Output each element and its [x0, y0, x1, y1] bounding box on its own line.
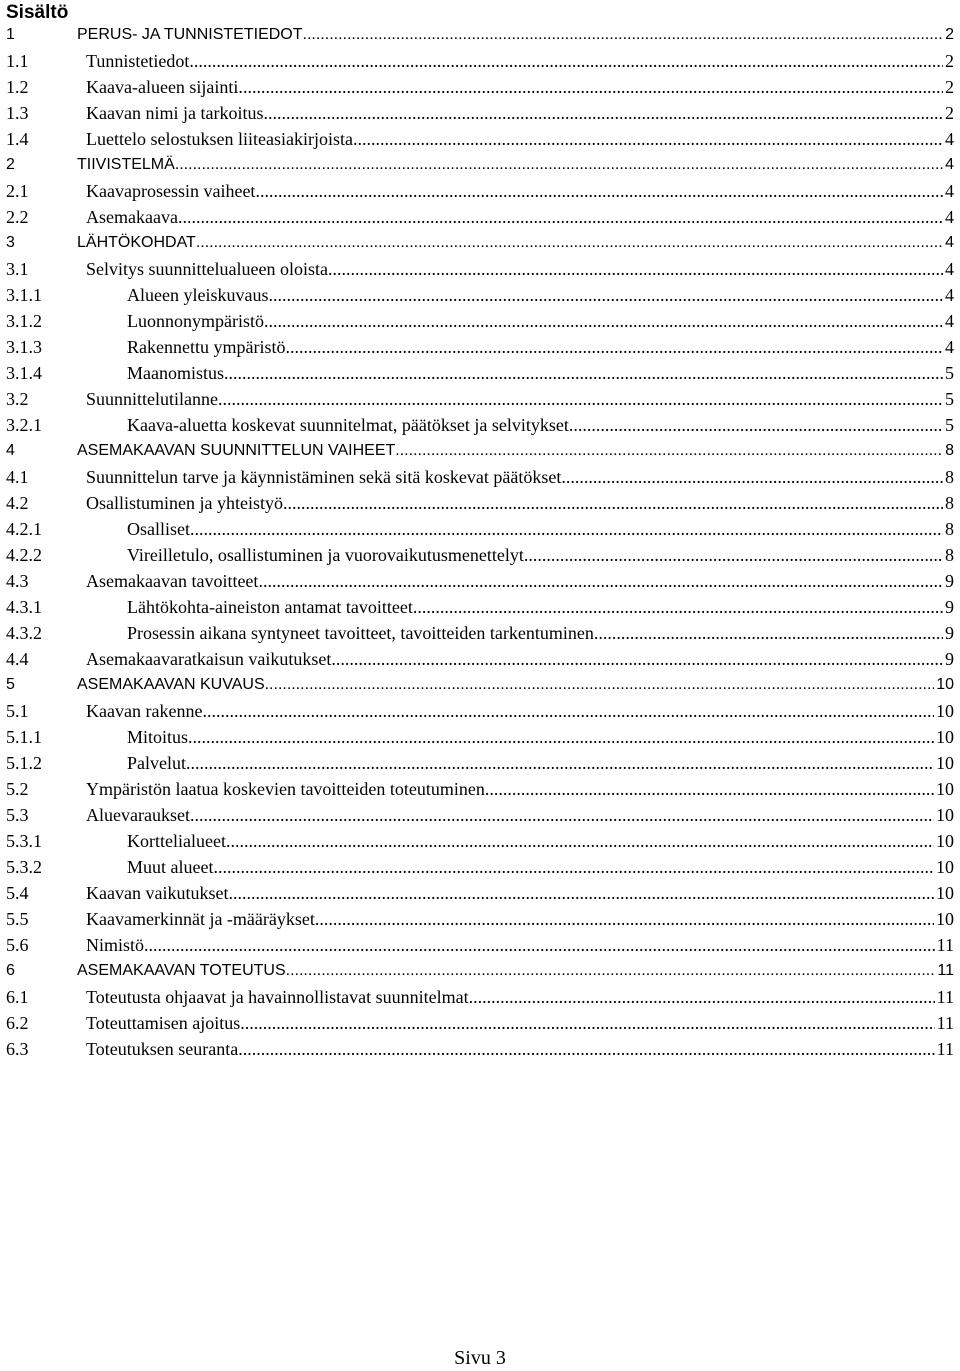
toc-entry[interactable]: [0, 22, 960, 48]
toc-entry-page: 10: [936, 676, 954, 693]
toc-entry-number: 4: [6, 442, 15, 459]
toc-entry-line: [127, 516, 954, 542]
dot-leader: [286, 958, 936, 984]
toc-entry-number: 3.1.3: [6, 337, 42, 357]
toc-entry[interactable]: [0, 568, 960, 594]
toc-entry-title: Aluevaraukset: [86, 805, 190, 825]
toc-entry-line: [127, 282, 954, 308]
toc-entry-page: 2: [945, 51, 954, 71]
toc-entry-title: Luettelo selostuksen liiteasiakirjoista: [86, 129, 353, 149]
dot-leader: [265, 672, 935, 698]
toc-entry-page: 10: [936, 831, 954, 851]
toc-entry-line: [77, 230, 954, 256]
dot-leader: [263, 100, 943, 126]
dot-leader: [285, 334, 943, 360]
toc-entry-page: 5: [945, 389, 954, 409]
dot-leader: [224, 360, 943, 386]
toc-entry-number: 2.2: [6, 207, 29, 227]
toc-entry[interactable]: [0, 620, 960, 646]
toc-entry-page: 10: [936, 753, 954, 773]
toc-entry-title: Kaava-aluetta koskevat suunnitelmat, päätökset ja selvitykset: [127, 415, 569, 435]
toc-entry-line: [86, 802, 954, 828]
toc-entry-number: 5.5: [6, 909, 29, 929]
toc-entry-line: [77, 438, 954, 464]
toc-entry-title: Kaava-alueen sijainti.: [86, 77, 243, 97]
toc-entry-number: 3.1.1: [6, 285, 42, 305]
toc-entry-number: 4.3.1: [6, 597, 42, 617]
toc-entry-number: 4.3: [6, 571, 29, 591]
dot-leader: [228, 880, 934, 906]
toc-entry-page: 9: [945, 623, 954, 643]
toc-entry-number: 2: [6, 156, 15, 173]
toc-entry-page: 10: [936, 909, 954, 929]
toc-entry[interactable]: [0, 282, 960, 308]
toc-entry-line: [86, 1036, 954, 1062]
toc-entry-title: Mitoitus: [127, 727, 189, 747]
toc-entry[interactable]: [0, 438, 960, 464]
toc-entry[interactable]: [0, 152, 960, 178]
dot-leader: [186, 750, 934, 776]
toc-entry-number: 5.1: [6, 701, 29, 721]
toc-entry-number: 5.3.1: [6, 831, 42, 851]
toc-entry-number: 3.1.4: [6, 363, 42, 383]
toc-entry-number: 1.1: [6, 51, 29, 71]
toc-entry[interactable]: [0, 48, 960, 74]
toc-entry[interactable]: [0, 256, 960, 282]
toc-entry-line: [127, 594, 954, 620]
toc-entry-page: 4: [945, 156, 954, 173]
toc-entry-line: [86, 698, 954, 724]
toc-entry-line: [86, 776, 954, 802]
dot-leader: [190, 516, 943, 542]
toc-entry-number: 2.1: [6, 181, 29, 201]
toc-entry-page: 4: [945, 285, 954, 305]
toc-entry[interactable]: [0, 308, 960, 334]
toc-entry-number: 5.3.2: [6, 857, 42, 877]
dot-leader: [178, 204, 943, 230]
toc-entry[interactable]: [0, 880, 960, 906]
dot-leader: [255, 178, 943, 204]
toc-entry-line: [77, 22, 954, 48]
toc-entry[interactable]: [0, 906, 960, 932]
toc-entry-line: [86, 178, 954, 204]
toc-entry-number: 3: [6, 234, 15, 251]
toc-entry-page: 11: [936, 935, 954, 955]
dot-leader: [268, 282, 943, 308]
toc-entry-title: ASEMAKAAVAN KUVAUS: [77, 676, 265, 693]
toc-entry-number: 5.6: [6, 935, 29, 955]
toc-entry-title: Luonnonympäristö: [127, 311, 264, 331]
dot-leader: [175, 152, 943, 178]
toc-entry-line: [86, 880, 954, 906]
toc-entry-title: Asemakaavan tavoitteet: [86, 571, 259, 591]
toc-entry-title: Kaavamerkinnät ja -määräykset: [86, 909, 315, 929]
toc-entry-title: Toteutuksen seuranta: [86, 1039, 239, 1059]
toc-entry-line: [77, 958, 954, 984]
toc-entry-page: 2: [945, 26, 954, 43]
toc-entry-title: Tunnistetiedot: [86, 51, 190, 71]
toc-entry-number: 3.1.2: [6, 311, 42, 331]
toc-entry-line: [86, 204, 954, 230]
toc-entry-title: Rakennettu ympäristö: [127, 337, 286, 357]
toc-entry-line: [127, 854, 954, 880]
toc-entry-page: 4: [945, 129, 954, 149]
toc-entry[interactable]: [0, 412, 960, 438]
toc-entry-number: 3.2: [6, 389, 29, 409]
toc-entry[interactable]: [0, 724, 960, 750]
toc-entry-page: 4: [945, 207, 954, 227]
toc-entry-page: 9: [945, 649, 954, 669]
toc-entry-number: 1.2: [6, 77, 29, 97]
toc-entry-line: [127, 334, 954, 360]
toc-entry-line: [86, 48, 954, 74]
toc-entry[interactable]: [0, 386, 960, 412]
toc-entry-number: 5: [6, 676, 15, 693]
toc-entry-title: ASEMAKAAVAN TOTEUTUS: [77, 962, 286, 979]
toc-entry-number: 5.1.2: [6, 753, 42, 773]
dot-leader: [218, 386, 943, 412]
toc-entry-number: 4.3.2: [6, 623, 42, 643]
toc-entry-title: Ympäristön laatua koskevien tavoitteiden toteutuminen: [86, 779, 485, 799]
toc-entry[interactable]: [0, 516, 960, 542]
toc-entry-page: 2: [945, 77, 954, 97]
toc-entry-number: 4.2.1: [6, 519, 42, 539]
toc-entry-title: Asemakaavaratkaisun vaikutukset: [86, 649, 332, 669]
toc-entry-line: [86, 100, 954, 126]
toc-entry-title: Nimistö: [86, 935, 145, 955]
dot-leader: [188, 724, 934, 750]
toc-entry-number: 4.2: [6, 493, 29, 513]
toc-entry-line: [127, 828, 954, 854]
toc-entry-number: 1.4: [6, 129, 29, 149]
dot-leader: [413, 594, 943, 620]
toc-entry-page: 10: [936, 779, 954, 799]
toc-entry-line: [127, 542, 954, 568]
dot-leader: [258, 568, 943, 594]
toc-entry-page: 10: [936, 701, 954, 721]
dot-leader: [331, 646, 943, 672]
dot-leader: [395, 438, 943, 464]
toc-entry[interactable]: [0, 932, 960, 958]
toc-entry-title: Muut alueet: [127, 857, 214, 877]
toc-entry-page: 10: [936, 883, 954, 903]
dot-leader: [240, 1010, 934, 1036]
dot-leader: [144, 932, 935, 958]
toc-entry-title: PERUS- JA TUNNISTETIEDOT: [77, 26, 303, 43]
toc-entry-line: [77, 152, 954, 178]
toc-entry-page: 4: [945, 337, 954, 357]
toc-entry-line: [127, 750, 954, 776]
toc-entry[interactable]: [0, 100, 960, 126]
toc-entry-page: 10: [936, 857, 954, 877]
toc-entry-title: Asemakaava: [86, 207, 178, 227]
toc-entry[interactable]: [0, 750, 960, 776]
toc-entry-number: 3.1: [6, 259, 29, 279]
toc-entry-page: 9: [945, 597, 954, 617]
toc-entry-line: [86, 906, 954, 932]
toc-entry[interactable]: [0, 984, 960, 1010]
toc-heading: Sisältö: [6, 2, 69, 23]
dot-leader: [243, 74, 943, 100]
toc-entry-title: Prosessin aikana syntyneet tavoitteet, tavoitteiden tarkentuminen: [127, 623, 594, 643]
dot-leader: [238, 1036, 934, 1062]
toc-entry-number: 3.2.1: [6, 415, 42, 435]
toc-entry-title: Selvitys suunnittelualueen oloista: [86, 259, 328, 279]
toc-entry[interactable]: [0, 802, 960, 828]
toc-entry-number: 4.4: [6, 649, 29, 669]
dot-leader: [524, 542, 943, 568]
toc-entry-title: Toteuttamisen ajoitus: [86, 1013, 241, 1033]
toc-entry-page: 8: [945, 519, 954, 539]
toc-entry[interactable]: [0, 126, 960, 152]
toc-entry[interactable]: [0, 542, 960, 568]
dot-leader: [485, 776, 934, 802]
toc-entry-page: 4: [945, 259, 954, 279]
dot-leader: [328, 256, 943, 282]
toc-entry-line: [86, 1010, 954, 1036]
toc-entry-line: [86, 386, 954, 412]
toc-entry-title: Suunnittelutilanne: [86, 389, 218, 409]
toc-entry-number: 6: [6, 962, 15, 979]
toc-entry-number: 1.3: [6, 103, 29, 123]
toc-entry[interactable]: [0, 776, 960, 802]
toc-entry[interactable]: [0, 698, 960, 724]
toc-entry-line: [86, 984, 954, 1010]
toc-entry-title: Osalliset: [127, 519, 190, 539]
toc-entry[interactable]: [0, 334, 960, 360]
toc-entry[interactable]: [0, 646, 960, 672]
dot-leader: [190, 802, 934, 828]
dot-leader: [569, 412, 943, 438]
toc-entry[interactable]: [0, 672, 960, 698]
toc-entry-title: Lähtökohta-aineiston antamat tavoitteet: [127, 597, 413, 617]
toc-entry-page: 5: [945, 415, 954, 435]
toc-entry[interactable]: [0, 594, 960, 620]
dot-leader: [283, 490, 943, 516]
dot-leader: [264, 308, 943, 334]
toc-entry-number: 5.4: [6, 883, 29, 903]
dot-leader: [561, 464, 943, 490]
toc-entry-page: 8: [945, 545, 954, 565]
dot-leader: [353, 126, 943, 152]
toc-entry-title: TIIVISTELMÄ: [77, 156, 175, 173]
toc-entry-title: Suunnittelun tarve ja käynnistäminen sekä sitä koskevat päätökset: [86, 467, 562, 487]
toc-entry-title: Kaavan rakenne: [86, 701, 203, 721]
toc-entry-page: 11: [936, 987, 954, 1007]
toc-entry-title: Osallistuminen ja yhteistyö: [86, 493, 283, 513]
toc-entry[interactable]: [0, 854, 960, 880]
dot-leader: [594, 620, 943, 646]
toc-entry[interactable]: [0, 1010, 960, 1036]
toc-entry-number: 4.1: [6, 467, 29, 487]
dot-leader: [189, 48, 943, 74]
toc-entry-page: 11: [936, 1039, 954, 1059]
toc-entry-line: [86, 464, 954, 490]
toc-entry-number: 1: [6, 26, 15, 43]
toc-entry[interactable]: [0, 1036, 960, 1062]
toc-entry[interactable]: [0, 178, 960, 204]
toc-entry-page: 5: [945, 363, 954, 383]
toc-entry-page: 4: [945, 311, 954, 331]
toc-entry-number: 5.3: [6, 805, 29, 825]
toc-entry-title: Maanomistus: [127, 363, 224, 383]
toc-entry-line: [86, 568, 954, 594]
table-of-contents: [0, 22, 960, 1062]
dot-leader: [315, 906, 934, 932]
toc-entry-number: 6.1: [6, 987, 29, 1007]
toc-entry-line: [86, 126, 954, 152]
toc-entry-number: 6.2: [6, 1013, 29, 1033]
toc-entry-line: [86, 256, 954, 282]
dot-leader: [213, 854, 934, 880]
toc-entry[interactable]: [0, 204, 960, 230]
toc-entry-line: [77, 672, 954, 698]
toc-entry-title: Kaavaprosessin vaiheet: [86, 181, 256, 201]
toc-entry[interactable]: [0, 74, 960, 100]
toc-entry-line: [127, 308, 954, 334]
toc-entry-title: Kaavan nimi ja tarkoitus: [86, 103, 264, 123]
toc-entry-title: ASEMAKAAVAN SUUNNITTELUN VAIHEET: [77, 442, 396, 459]
toc-entry-page: 11: [936, 1013, 954, 1033]
toc-entry-page: 10: [936, 805, 954, 825]
toc-entry-number: 6.3: [6, 1039, 29, 1059]
toc-entry-line: [86, 74, 954, 100]
toc-entry-title: Kaavan vaikutukset: [86, 883, 229, 903]
toc-entry-page: 11: [937, 962, 954, 979]
toc-entry[interactable]: [0, 958, 960, 984]
toc-entry-line: [86, 932, 954, 958]
toc-entry-title: Korttelialueet: [127, 831, 226, 851]
toc-entry[interactable]: [0, 464, 960, 490]
toc-entry[interactable]: [0, 360, 960, 386]
toc-entry-page: 9: [945, 571, 954, 591]
toc-entry-line: [127, 412, 954, 438]
toc-entry-title: Palvelut: [127, 753, 186, 773]
toc-entry-title: Alueen yleiskuvaus: [127, 285, 269, 305]
toc-entry-page: 2: [945, 103, 954, 123]
toc-entry-page: 8: [945, 442, 954, 459]
dot-leader: [469, 984, 935, 1010]
toc-entry[interactable]: [0, 828, 960, 854]
toc-entry-page: 4: [945, 181, 954, 201]
toc-entry-number: 4.2.2: [6, 545, 42, 565]
toc-entry-line: [86, 646, 954, 672]
dot-leader: [226, 828, 934, 854]
toc-entry-page: 8: [945, 493, 954, 513]
toc-entry-line: [127, 620, 954, 646]
toc-entry-page: 8: [945, 467, 954, 487]
toc-entry-title: Toteutusta ohjaavat ja havainnollistavat suunnitelmat: [86, 987, 469, 1007]
toc-entry-title: Vireilletulo, osallistuminen ja vuorovaikutusmenettelyt: [127, 545, 524, 565]
toc-entry-page: 4: [945, 234, 954, 251]
toc-entry-number: 5.1.1: [6, 727, 42, 747]
toc-entry[interactable]: [0, 230, 960, 256]
toc-entry-line: [86, 490, 954, 516]
dot-leader: [303, 22, 944, 48]
toc-entry-number: 5.2: [6, 779, 29, 799]
toc-entry-line: [127, 724, 954, 750]
toc-entry[interactable]: [0, 490, 960, 516]
toc-entry-title: LÄHTÖKOHDAT: [77, 234, 196, 251]
dot-leader: [196, 230, 943, 256]
page-number-footer: Sivu 3: [454, 1347, 506, 1369]
toc-entry-page: 10: [936, 727, 954, 747]
toc-entry-line: [127, 360, 954, 386]
dot-leader: [202, 698, 934, 724]
